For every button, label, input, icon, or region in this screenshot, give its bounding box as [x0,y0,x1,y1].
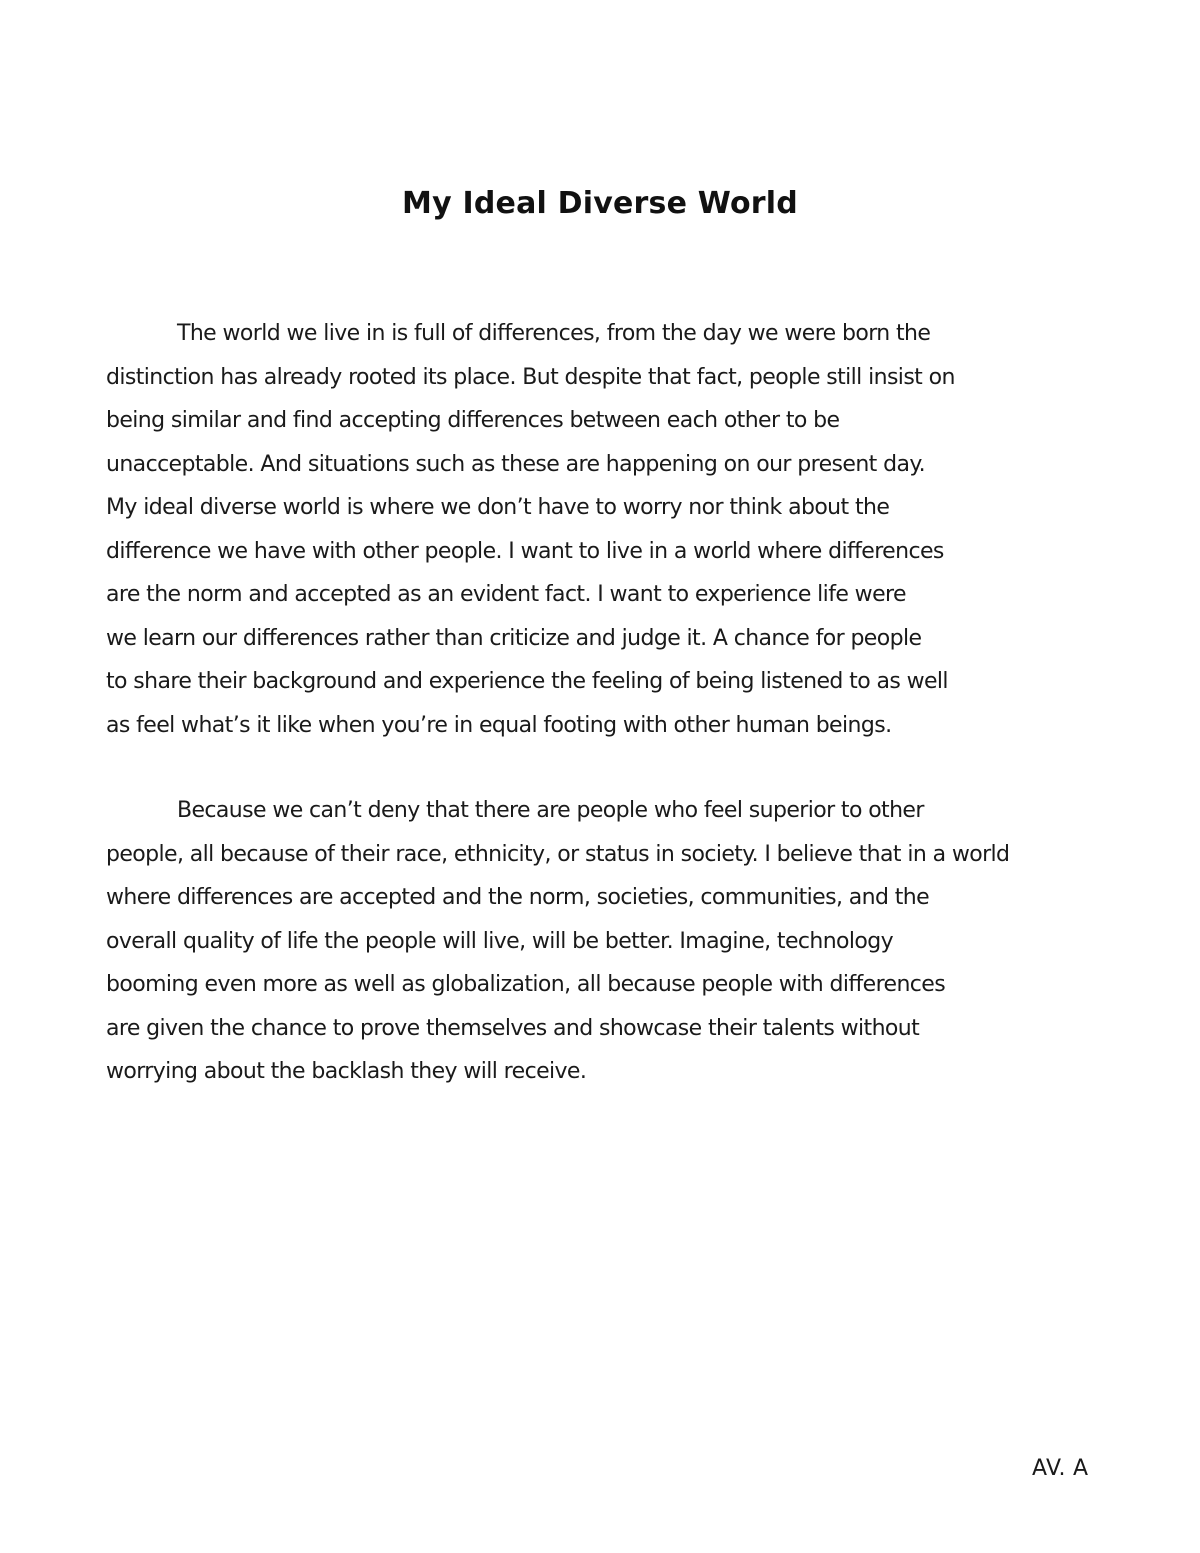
paragraph-line: worrying about the backlash they will receive. [106,1059,587,1084]
paragraph-line: distinction has already rooted its place. But despite that fact, people still insist on [106,364,955,390]
paragraph-line: we learn our differences rather than criticize and judge it. A chance for people [106,625,922,651]
paragraph-line: overall quality of life the people will live, will be better. Imagine, technology [106,928,894,954]
paragraph-line: unacceptable. And situations such as these are happening on our present day. [106,451,926,477]
paragraph-line: Because we can’t deny that there are people who feel superior to other [177,798,924,823]
paragraph-line: are given the chance to prove themselves and showcase their talents without [106,1015,920,1041]
paragraph-line: The world we live in is full of differences, from the day we were born the [177,321,931,346]
paragraph-line: as feel what’s it like when you’re in equal footing with other human beings. [106,712,892,738]
paragraph-line: difference we have with other people. I want to live in a world where differences [106,538,944,564]
paragraph-line: are the norm and accepted as an evident fact. I want to experience life were [106,582,906,607]
paragraph-line: booming even more as well as globalization, all because people with differences [106,972,946,997]
paragraph-line: being similar and find accepting differences between each other to be [106,408,840,433]
author-signature: AV. A [1032,1456,1089,1481]
document-title: My Ideal Diverse World [402,186,798,221]
paragraph-line: My ideal diverse world is where we don’t have to worry nor think about the [106,495,890,520]
paragraph-2 [106,789,1106,1094]
paragraph-line: people, all because of their race, ethnicity, or status in society. I believe that in a world [106,841,1010,867]
paragraph-line: where differences are accepted and the norm, societies, communities, and the [106,885,930,910]
paragraph-line: to share their background and experience the feeling of being listened to as well [106,669,948,694]
paragraph-1 [106,312,1106,747]
